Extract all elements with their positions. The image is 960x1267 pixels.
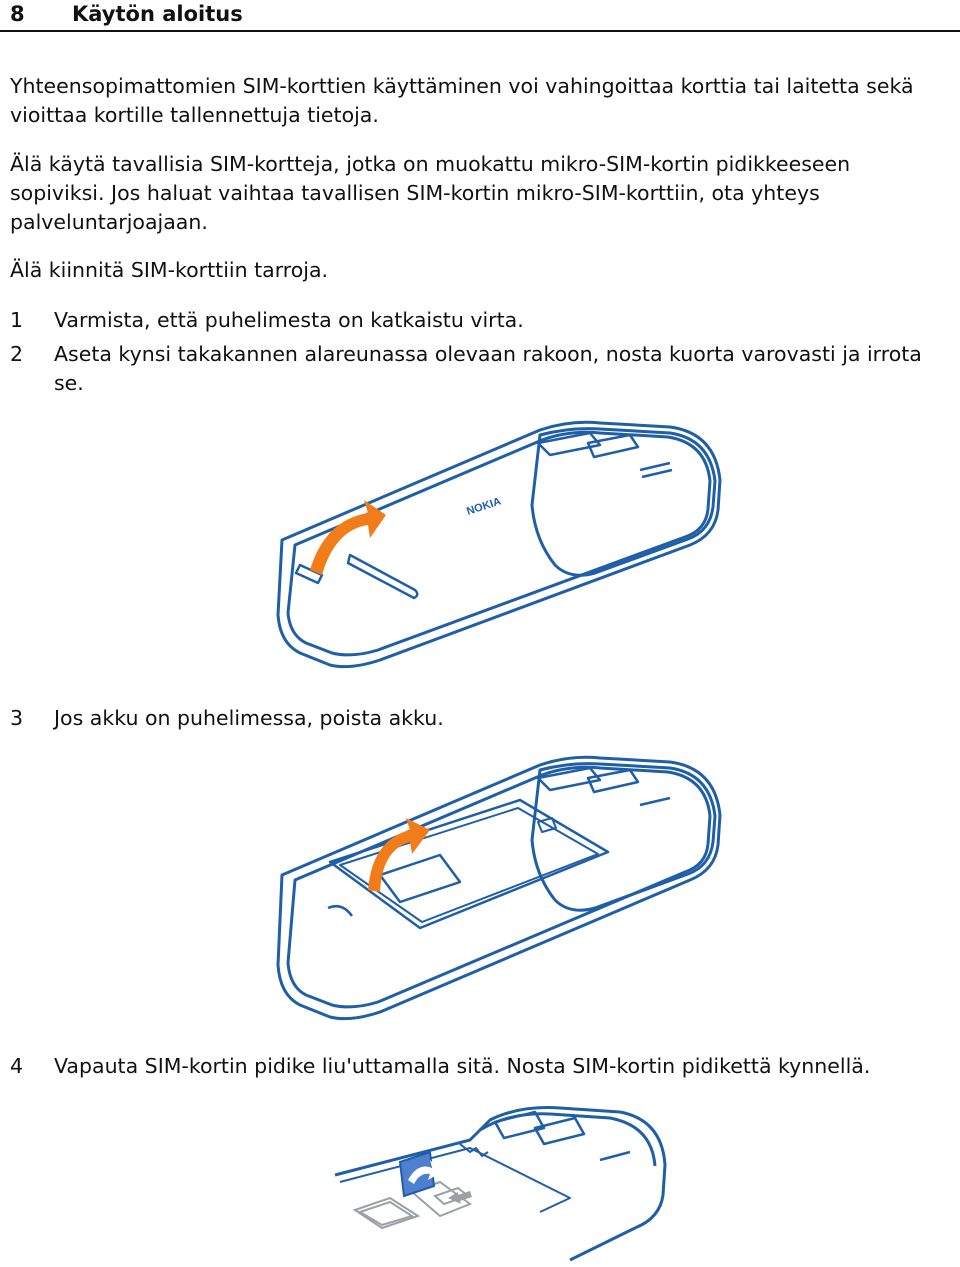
page-number: 8 [10,2,25,26]
step-text: Aseta kynsi takakannen alareunassa olevaan rakoon, nosta kuorta varovasti ja irrota se. [54,342,922,395]
step-number: 4 [10,1054,24,1078]
lift-battery-arrow-icon [368,818,430,892]
phone-back-cover-illustration [270,415,730,675]
section-title: Käytön aloitus [72,2,243,26]
sim-holder-illustration [330,1100,670,1267]
sim-info-paragraph: Älä käytä tavallisia SIM-kortteja, jotka on muokattu mikro-SIM-kortin pidikkeeseen sopiviksi. Jos haluat vaihtaa tavallisen SIM-kortin mikro-SIM-korttiin, ota yhteys palveluntarjoajaan. [10,152,851,234]
sticker-warning: Älä kiinnitä SIM-korttiin tarroja. [10,258,329,282]
step-text: Jos akku on puhelimessa, poista akku. [54,706,444,730]
step-text: Vapauta SIM-kortin pidike liu'uttamalla sitä. Nosta SIM-kortin pidikettä kynnellä. [54,1054,871,1078]
nokia-logo: NOKIA [465,495,503,518]
step-number: 3 [10,706,24,730]
step-text: Varmista, että puhelimesta on katkaistu virta. [54,308,524,332]
battery-removal-illustration [270,750,730,1025]
step-number: 2 [10,342,24,366]
step-number: 1 [10,308,24,332]
page-header [0,0,960,32]
header-rule [0,30,960,32]
warning-paragraph: Yhteensopimattomien SIM-korttien käyttäminen voi vahingoittaa korttia tai laitetta sekä vioittaa kortille tallennettuja tietoja. [10,74,914,127]
